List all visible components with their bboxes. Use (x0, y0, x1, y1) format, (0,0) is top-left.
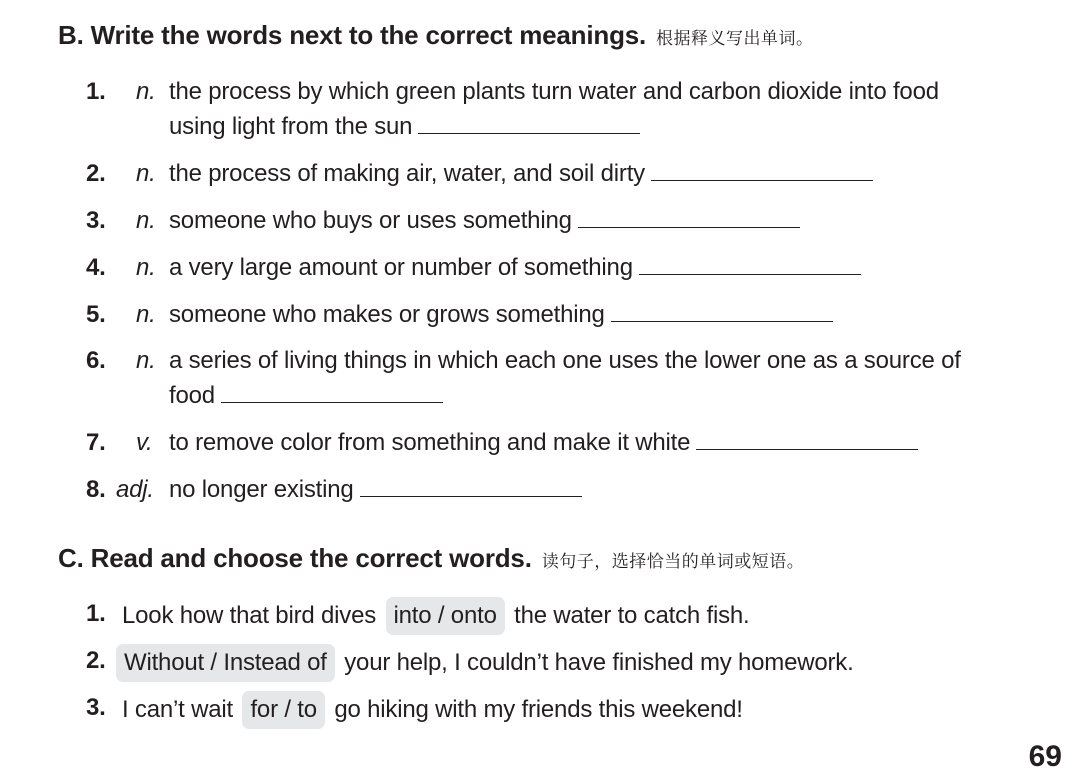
definition-text: a series of living things in which each one uses the lower one as a source of (169, 347, 961, 374)
section-c-heading (58, 543, 804, 577)
definition-line (169, 298, 833, 332)
item-number: 2. (86, 160, 106, 187)
definition-text: no longer existing (169, 476, 354, 503)
item-number: 1. (86, 78, 106, 105)
section-b-heading (58, 20, 814, 54)
sentence-before: I can’t wait (122, 696, 240, 723)
definition-text: to remove color from something and make it white (169, 429, 691, 456)
sentence (122, 597, 750, 635)
item-number: 4. (86, 254, 106, 281)
section-c-title: C. Read and choose the correct words. (58, 543, 532, 573)
answer-blank[interactable] (221, 401, 443, 403)
definition-text: someone who buys or uses something (169, 207, 572, 234)
part-of-speech: adj. (116, 476, 154, 503)
part-of-speech: n. (136, 347, 156, 374)
word-choice-box[interactable]: for / to (242, 691, 324, 729)
definition-text: the process by which green plants turn water and carbon dioxide into food (169, 78, 939, 105)
word-choice-box[interactable]: into / onto (386, 597, 505, 635)
definition-continuation (169, 110, 640, 144)
definition-line (169, 157, 873, 191)
answer-blank[interactable] (651, 179, 873, 181)
item-number: 6. (86, 347, 106, 374)
answer-blank[interactable] (578, 226, 800, 228)
sentence (122, 691, 743, 729)
item-number: 1. (86, 600, 106, 627)
word-choice-box[interactable]: Without / Instead of (116, 644, 335, 682)
definition-text: a very large amount or number of something (169, 254, 633, 281)
part-of-speech: n. (136, 254, 156, 281)
item-number: 2. (86, 647, 106, 674)
section-b-chinese-instruction: 根据释义写出单词。 (656, 29, 814, 49)
item-number: 7. (86, 429, 106, 456)
definition-line (169, 426, 918, 460)
item-number: 8. (86, 476, 106, 503)
item-number: 5. (86, 301, 106, 328)
part-of-speech: n. (136, 207, 156, 234)
sentence-before: Look how that bird dives (122, 602, 383, 629)
answer-blank[interactable] (611, 320, 833, 322)
definition-line (169, 251, 861, 285)
answer-blank[interactable] (360, 495, 582, 497)
definition-line (169, 473, 582, 507)
definition-text-line2: food (169, 382, 215, 409)
answer-blank[interactable] (418, 132, 640, 134)
sentence-after: your help, I couldn’t have finished my homework. (337, 649, 854, 676)
part-of-speech: v. (136, 429, 153, 456)
part-of-speech: n. (136, 78, 156, 105)
page-number: 69 (1028, 740, 1062, 773)
sentence (113, 644, 854, 682)
definition-line (169, 204, 800, 238)
definition-text: someone who makes or grows something (169, 301, 605, 328)
definition-text: the process of making air, water, and soil dirty (169, 160, 645, 187)
part-of-speech: n. (136, 160, 156, 187)
section-c-chinese-instruction: 读句子，选择恰当的单词或短语。 (541, 552, 805, 572)
sentence-after: go hiking with my friends this weekend! (327, 696, 743, 723)
definition-continuation (169, 379, 443, 413)
item-number: 3. (86, 694, 106, 721)
answer-blank[interactable] (639, 273, 861, 275)
item-number: 3. (86, 207, 106, 234)
answer-blank[interactable] (696, 448, 918, 450)
definition-text-line2: using light from the sun (169, 113, 413, 140)
part-of-speech: n. (136, 301, 156, 328)
sentence-after: the water to catch fish. (507, 602, 750, 629)
section-b-title: B. Write the words next to the correct meanings. (58, 20, 647, 50)
